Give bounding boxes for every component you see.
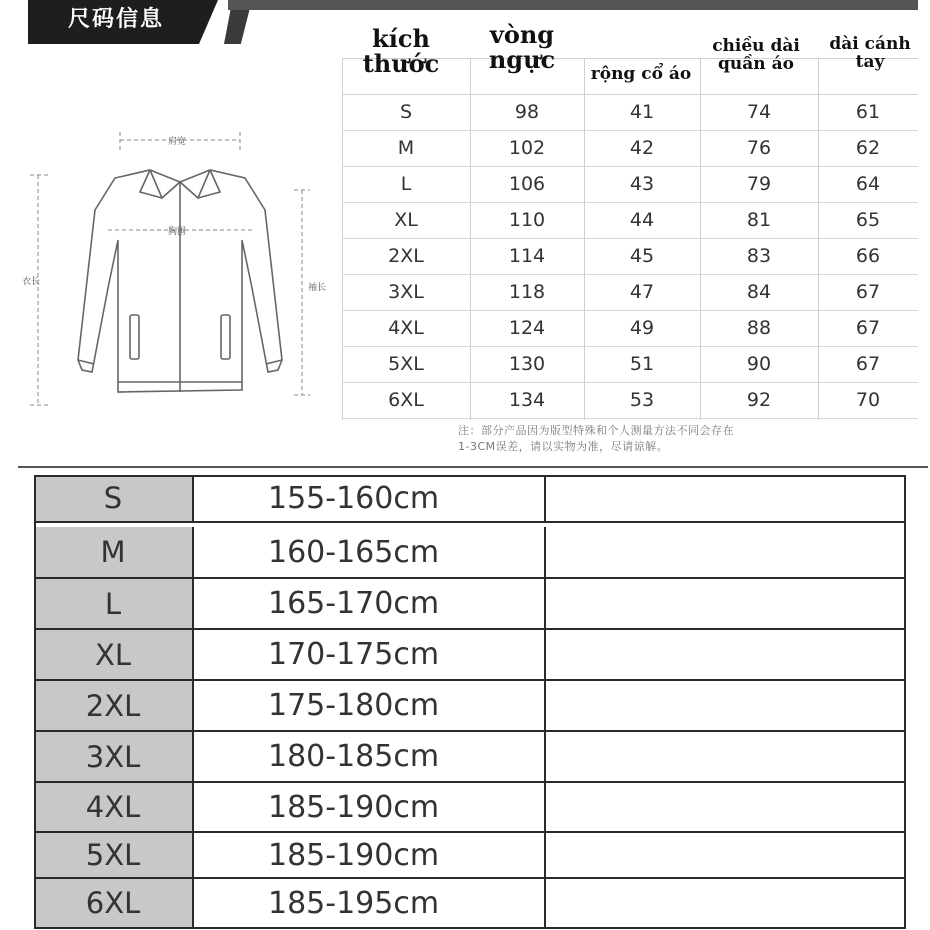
col-header-length: chiều dài quần áo	[712, 36, 800, 74]
size-cell: 6XL	[34, 879, 194, 927]
table-row	[34, 579, 906, 630]
table-cell: 84	[746, 281, 772, 303]
blank-cell	[548, 833, 906, 877]
height-range-cell: 170-175cm	[194, 630, 546, 679]
blank-cell	[548, 879, 906, 927]
table-row	[342, 346, 918, 383]
length-label: 衣长	[22, 277, 41, 287]
table-cell: 92	[746, 389, 772, 411]
table-row	[342, 238, 918, 275]
table-cell: 67	[855, 353, 881, 375]
col-header-size: kích thước	[362, 24, 440, 79]
height-range-cell: 185-190cm	[194, 783, 546, 831]
table-row	[342, 130, 918, 167]
table-cell: 102	[508, 137, 546, 159]
table-row	[342, 166, 918, 203]
section-divider	[18, 466, 928, 468]
table-cell: 66	[855, 245, 881, 267]
shoulder-label: 肩宽	[168, 137, 187, 147]
chest-label: 胸围	[168, 227, 187, 237]
table-cell: 67	[855, 317, 881, 339]
size-cell: XL	[34, 630, 194, 679]
table-row	[342, 310, 918, 347]
table-cell: 74	[746, 101, 772, 123]
table-cell: 130	[508, 353, 546, 375]
size-cell: 4XL	[34, 783, 194, 831]
blank-cell	[548, 681, 906, 730]
table-cell: 41	[629, 101, 655, 123]
table-cell: S	[399, 101, 413, 123]
size-note	[458, 423, 734, 455]
table-cell: 67	[855, 281, 881, 303]
table-cell: 76	[746, 137, 772, 159]
table-cell: 43	[629, 173, 655, 195]
blank-cell	[548, 579, 906, 628]
table-cell: 114	[508, 245, 546, 267]
header-gray-strip	[228, 0, 918, 10]
height-range-cell: 185-195cm	[194, 879, 546, 927]
table-cell: 83	[746, 245, 772, 267]
table-cell: 64	[855, 173, 881, 195]
table-row	[34, 879, 906, 929]
table-cell: 5XL	[388, 353, 424, 375]
table-row	[34, 630, 906, 681]
sleeve-label: 袖长	[308, 283, 327, 293]
height-range-cell: 160-165cm	[194, 527, 546, 577]
table-row	[342, 274, 918, 311]
table-row	[34, 681, 906, 732]
note-line-2: 1-3CM误差，请以实物为准，尽请谅解。	[458, 440, 669, 453]
size-cell: 2XL	[34, 681, 194, 730]
table-cell: 3XL	[388, 281, 424, 303]
table-cell: 90	[746, 353, 772, 375]
table-cell: 47	[629, 281, 655, 303]
size-cell: 3XL	[34, 732, 194, 781]
table-row	[34, 475, 906, 523]
table-cell: 70	[855, 389, 881, 411]
table-row	[34, 732, 906, 783]
table-cell: 62	[855, 137, 881, 159]
table-row	[34, 783, 906, 833]
note-line-1: 注：部分产品因为版型特殊和个人测量方法不同会存在	[458, 424, 734, 437]
table-cell: L	[400, 173, 412, 195]
table-cell: 65	[855, 209, 881, 231]
table-cell: 6XL	[388, 389, 424, 411]
height-range-cell: 180-185cm	[194, 732, 546, 781]
table-cell: 44	[629, 209, 655, 231]
height-range-cell: 185-190cm	[194, 833, 546, 877]
table-row	[34, 833, 906, 879]
table-row	[342, 382, 918, 419]
blank-cell	[548, 783, 906, 831]
table-cell: 110	[508, 209, 546, 231]
height-range-cell: 165-170cm	[194, 579, 546, 628]
table-cell: 98	[514, 101, 540, 123]
table-cell: 134	[508, 389, 546, 411]
blank-cell	[548, 630, 906, 679]
size-cell: M	[34, 527, 194, 577]
size-cell: L	[34, 579, 194, 628]
col-header-sleeve: dài cánh tay	[829, 34, 911, 72]
jacket-diagram	[20, 120, 340, 420]
table-cell: 49	[629, 317, 655, 339]
table-cell: 42	[629, 137, 655, 159]
size-cell: S	[34, 475, 194, 521]
height-range-cell: 155-160cm	[194, 475, 546, 521]
table-cell: 88	[746, 317, 772, 339]
table-row	[342, 94, 918, 131]
table-row	[342, 202, 918, 239]
table-cell: 106	[508, 173, 546, 195]
table-cell: 79	[746, 173, 772, 195]
table-cell: M	[397, 137, 415, 159]
table-cell: 2XL	[388, 245, 424, 267]
table-cell: XL	[394, 209, 418, 231]
table-cell: 118	[508, 281, 546, 303]
table-cell: 81	[746, 209, 772, 231]
header-title: 尺码信息	[68, 7, 165, 32]
blank-cell	[548, 475, 906, 521]
blank-cell	[548, 527, 906, 577]
jacket-illustration	[20, 120, 340, 420]
size-cell: 5XL	[34, 833, 194, 877]
height-range-cell: 175-180cm	[194, 681, 546, 730]
table-cell: 51	[629, 353, 655, 375]
table-cell: 4XL	[388, 317, 424, 339]
table-cell: 53	[629, 389, 655, 411]
table-row	[34, 527, 906, 579]
table-cell: 124	[508, 317, 546, 339]
table-cell: 45	[629, 245, 655, 267]
col-header-chest: vòng ngực	[488, 20, 556, 75]
col-header-neck: rộng cổ áo	[590, 64, 692, 84]
table-cell: 61	[855, 101, 881, 123]
size-table	[342, 94, 918, 420]
blank-cell	[548, 732, 906, 781]
